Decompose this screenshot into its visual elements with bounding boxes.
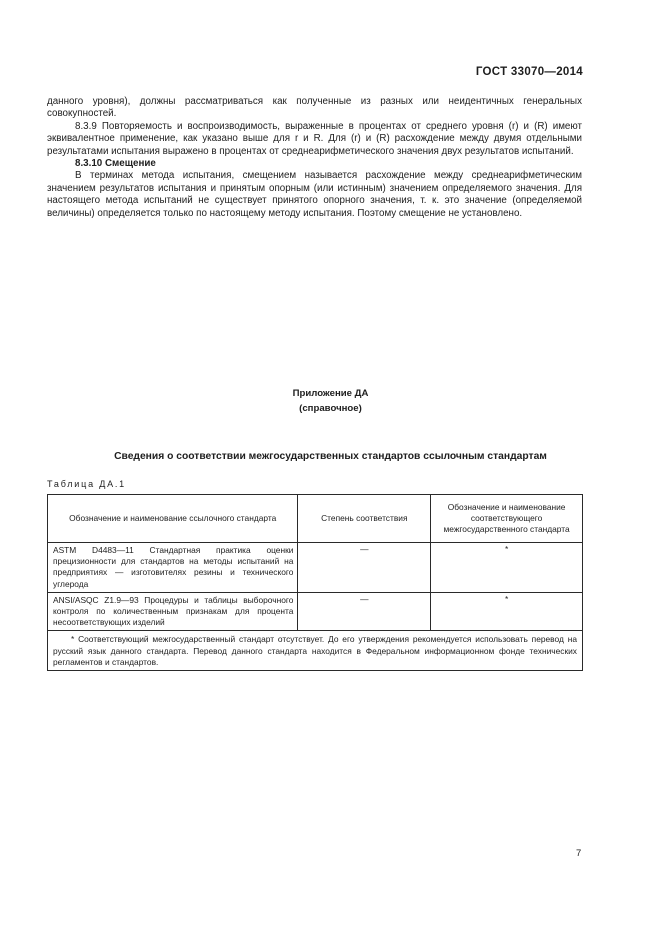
cell-reference-standard: ASTM D4483—11 Стандартная практика оценки прецизионности для стандартов на методы испытаний на предприятиях — изготовителях резины и технического углерода: [48, 543, 298, 593]
paragraph-bias: В терминах метода испытания, смещением называется расхождение между среднеарифметическим значением результатов испытания и принятым опорным (или истинным) значением определяемого значения. Для настоящего метода испытаний не существует принятого опорного значения, т. к. это значение (определяемой величины) определяется только по настоящему методу испытания. Поэтому смещение не установлено.: [47, 170, 582, 219]
annex-title: Приложение ДА: [292, 388, 369, 399]
section-heading-8-3-10: 8.3.10 Смещение: [75, 158, 156, 170]
table-row: [48, 543, 583, 593]
cell-degree: —: [298, 543, 431, 593]
page-number: 7: [576, 848, 582, 859]
table-footnote: * Соответствующий межгосударственный стандарт отсутствует. До его утверждения рекомендуется использовать перевод на русский язык данного стандарта. Перевод данного стандарта находится в Федеральном информационном фонде технических регламентов и стандартов.: [48, 631, 583, 671]
table-row: [48, 592, 583, 631]
header-degree: Степень соответствия: [298, 495, 431, 543]
paragraph-8-3-9: 8.3.9 Повторяемость и воспроизводимость, выраженные в процентах от среднего уровня (r) и (R) имеют эквивалентное применение, как указано выше для r и R. Для (r) и (R) расхождение между двумя отдельными результатами испытания выражено в процентах от среднеарифметического значения двух результатов испытаний.: [47, 120, 582, 157]
cell-degree: —: [298, 592, 431, 631]
body-text: [47, 96, 582, 220]
table-header-row: [48, 495, 583, 543]
cell-reference-standard: ANSI/ASQC Z1.9—93 Процедуры и таблицы выборочного контроля по количественным признакам для процента несоответствующих изделий: [48, 592, 298, 631]
annex-heading: Сведения о соответствии межгосударственных стандартов ссылочным стандартам: [114, 451, 547, 462]
cell-interstate-standard: *: [431, 592, 583, 631]
correspondence-table: [47, 494, 583, 671]
table-footnote-row: [48, 631, 583, 671]
table-caption: Таблица ДА.1: [47, 479, 126, 489]
annex-subtitle: (справочное): [299, 403, 362, 414]
header-reference-standard: Обозначение и наименование ссылочного стандарта: [48, 495, 298, 543]
paragraph-continuation: данного уровня), должны рассматриваться как полученные из разных или неидентичных генеральных совокупностей.: [47, 96, 582, 120]
document-code: ГОСТ 33070—2014: [475, 66, 583, 78]
header-interstate-standard: Обозначение и наименование соответствующего межгосударственного стандарта: [431, 495, 583, 543]
cell-interstate-standard: *: [431, 543, 583, 593]
